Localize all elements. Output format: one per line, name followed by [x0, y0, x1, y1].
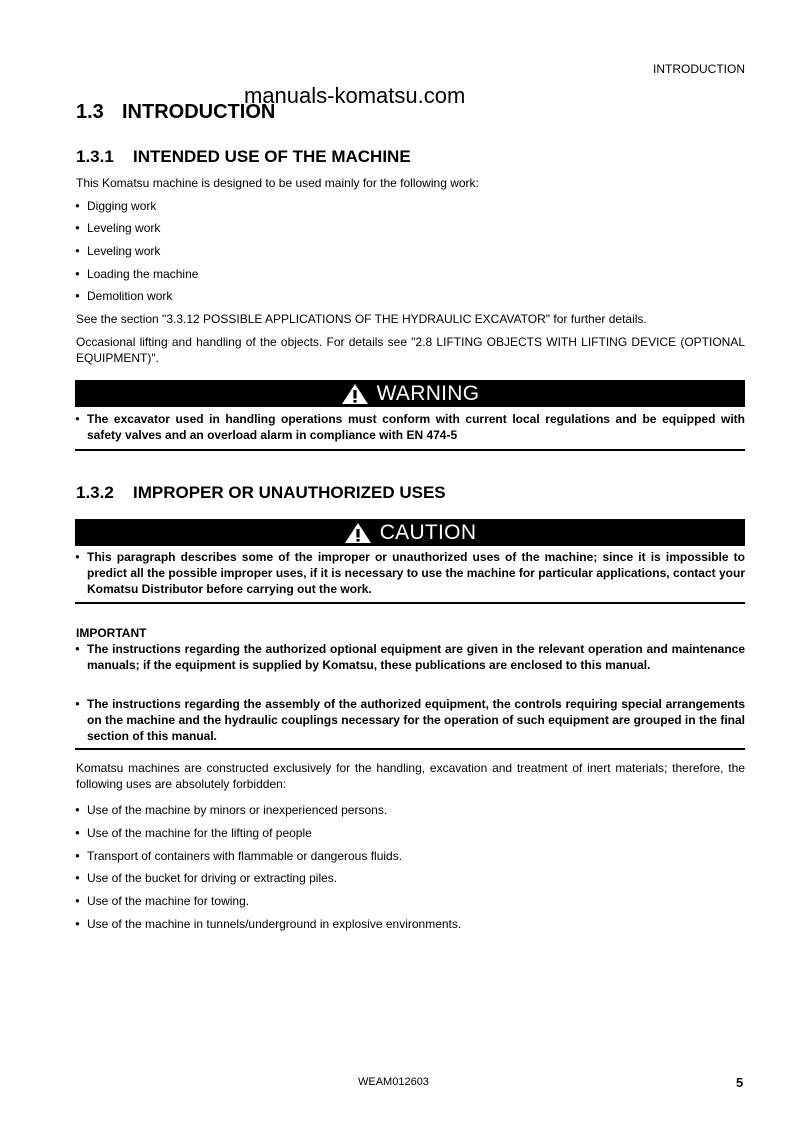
important-divider	[75, 748, 745, 750]
list-item: ● Use of the bucket for driving or extracting piles.	[76, 870, 745, 886]
subsection-title: IMPROPER OR UNAUTHORIZED USES	[133, 483, 446, 502]
important-item: ● The instructions regarding the authorized optional equipment are given in the relevant operation and maintenance manuals; if the equipment is supplied by Komatsu, these publications are enclosed to this manual.	[76, 641, 745, 673]
list-item: ● Use of the machine by minors or inexperienced persons.	[76, 802, 745, 818]
list-item: ● Loading the machine	[76, 266, 745, 282]
list-item: ● Use of the machine for towing.	[76, 893, 745, 909]
page-number: 5	[736, 1075, 744, 1090]
section-number: 1.3	[76, 101, 104, 123]
running-header: INTRODUCTION	[653, 62, 745, 76]
caution-text: ● This paragraph describes some of the improper or unauthorized uses of the machine; since it is impossible to predict all the possible improper uses, if it is necessary to use the machine for particular applications, contact your Komatsu Distributor before carrying out the work.	[76, 549, 745, 597]
list-item: ● Leveling work	[76, 243, 745, 259]
list-item: ● Leveling work	[76, 220, 745, 236]
list-item: ● Use of the machine for the lifting of people	[76, 825, 745, 841]
caution-label: CAUTION	[379, 520, 477, 544]
warning-label: WARNING	[376, 381, 480, 405]
forbidden-intro: Komatsu machines are constructed exclusively for the handling, excavation and treatment of inert materials; therefore, the following uses are absolutely forbidden:	[76, 761, 745, 791]
subsection-heading-intended-use	[76, 147, 411, 167]
document-code: WEAM012603	[358, 1076, 429, 1088]
occasional-lifting-text: Occasional lifting and handling of the objects. For details see "2.8 LIFTING OBJECTS WITH LIFTING DEVICE (OPTIONAL EQUIPMENT)".	[76, 335, 745, 365]
list-item: ● Use of the machine in tunnels/underground in explosive environments.	[76, 916, 745, 932]
section-heading	[76, 101, 275, 124]
subsection-heading-improper-use	[76, 483, 446, 503]
important-label: IMPORTANT	[76, 626, 147, 640]
subsection-number: 1.3.1	[76, 147, 114, 166]
warning-text: ● The excavator used in handling operations must conform with current local regulations and be equipped with safety valves and an overload alarm in compliance with EN 474-5	[76, 411, 745, 443]
warning-banner	[75, 380, 745, 407]
caution-triangle-icon	[344, 522, 372, 544]
warning-divider	[75, 449, 745, 451]
see-section-text: See the section "3.3.12 POSSIBLE APPLICATIONS OF THE HYDRAULIC EXCAVATOR" for further details.	[76, 312, 647, 326]
warning-triangle-icon	[341, 383, 369, 405]
intended-use-intro: This Komatsu machine is designed to be used mainly for the following work:	[76, 176, 479, 190]
list-item: ● Demolition work	[76, 288, 745, 304]
caution-banner	[75, 519, 745, 546]
subsection-number: 1.3.2	[76, 483, 114, 502]
watermark-text: manuals-komatsu.com	[244, 83, 466, 108]
caution-divider	[75, 602, 745, 604]
list-item: ● Digging work	[76, 198, 745, 214]
section-title: INTRODUCTION	[122, 101, 276, 123]
subsection-title: INTENDED USE OF THE MACHINE	[133, 147, 411, 166]
list-item: ● Transport of containers with flammable or dangerous fluids.	[76, 848, 745, 864]
important-item: ● The instructions regarding the assembly of the authorized equipment, the controls requiring special arrangements on the machine and the hydraulic couplings necessary for the operation of such equipment are grouped in the final section of this manual.	[76, 696, 745, 744]
